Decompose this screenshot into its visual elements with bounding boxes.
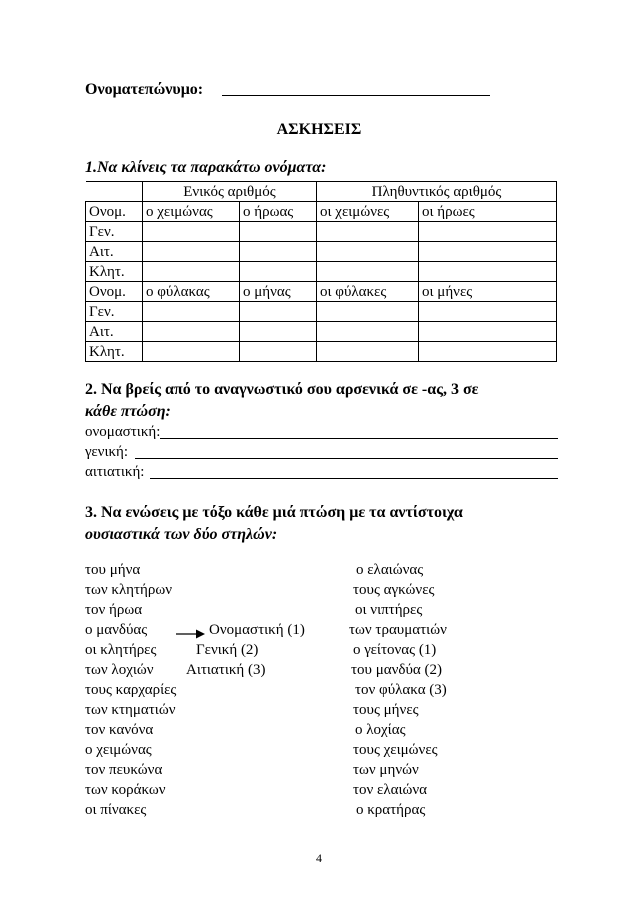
right-item[interactable]: ο γείτονας (1) [353,642,437,658]
table-row [86,222,557,242]
left-item[interactable]: των κλητήρων [85,582,172,598]
case-label: Κλητ. [86,342,143,362]
accusative-fill-line[interactable] [150,478,558,479]
left-item[interactable]: τον ήρωα [85,602,143,618]
table-row [86,282,557,302]
header-singular: Ενικός αριθμός [143,182,317,202]
right-item[interactable]: οι νιπτήρες [355,602,423,618]
answer-cell[interactable] [317,302,419,322]
name-fill-line[interactable] [222,95,490,96]
answer-cell[interactable] [240,302,317,322]
left-item[interactable]: ο χειμώνας [85,742,152,758]
left-item[interactable]: των λοχιών [85,662,154,678]
nominative-label: ονομαστική: [85,424,161,440]
left-item[interactable]: τον κανόνα [85,722,154,738]
case-label: Αιτ. [86,242,143,262]
left-item[interactable]: τους καρχαρίες [85,682,177,698]
case-label: Γεν. [86,222,143,242]
answer-cell[interactable] [419,342,557,362]
answer-cell[interactable] [240,222,317,242]
answer-cell[interactable] [317,342,419,362]
answer-cell[interactable] [419,242,557,262]
right-item[interactable]: τους αγκώνες [353,582,435,598]
left-item[interactable]: τον πευκώνα [85,762,163,778]
table-cell: οι ήρωες [419,202,557,222]
left-item[interactable]: του μήνα [85,562,141,578]
answer-cell[interactable] [143,222,240,242]
right-item[interactable]: τον ελαιώνα [353,782,428,798]
exercise2-heading-line1: 2. Να βρείς από το αναγνωστικό σου αρσενικά σε -ας, 3 σε [85,381,479,398]
table-cell: ο ήρωας [240,202,317,222]
answer-cell[interactable] [419,322,557,342]
genitive-fill-line[interactable] [135,458,558,459]
table-row [86,262,557,282]
left-item[interactable]: οι πίνακες [85,802,147,818]
exercise1-heading: 1.Να κλίνεις τα παρακάτω ονόματα: [85,159,327,176]
genitive-label: γενική: [85,444,129,460]
worksheet-title: ΑΣΚΗΣΕΙΣ [276,121,362,138]
accusative-label: αιτιατική: [85,464,145,480]
table-row [86,202,557,222]
table-header-row [86,182,557,202]
table-cell: οι χειμώνες [317,202,419,222]
right-item[interactable]: τους χειμώνες [353,742,438,758]
arrow-right-icon [176,628,206,640]
table-cell: οι φύλακες [317,282,419,302]
left-item[interactable]: ο μανδύας [85,622,148,638]
table-row [86,242,557,262]
name-label: Ονοματεπώνυμο: [85,81,204,98]
case-genitive[interactable]: Γενική (2) [196,642,259,658]
table-cell: οι μήνες [419,282,557,302]
answer-cell[interactable] [317,242,419,262]
right-item[interactable]: των μηνών [353,762,419,778]
answer-cell[interactable] [240,342,317,362]
table-cell: ο μήνας [240,282,317,302]
right-item[interactable]: ο ελαιώνας [356,562,424,578]
answer-cell[interactable] [419,222,557,242]
page-number: 4 [316,851,322,865]
right-item[interactable]: των τραυματιών [349,622,447,638]
case-nominative[interactable]: Ονομαστική (1) [209,622,305,638]
answer-cell[interactable] [240,242,317,262]
answer-cell[interactable] [143,242,240,262]
answer-cell[interactable] [317,262,419,282]
right-item[interactable]: ο κρατήρας [356,802,426,818]
left-item[interactable]: των κτηματιών [85,702,176,718]
answer-cell[interactable] [143,342,240,362]
case-accusative[interactable]: Αιτιατική (3) [186,662,266,678]
exercise3-heading-line2: ουσιαστικά των δύο στηλών: [85,526,278,543]
answer-cell[interactable] [143,302,240,322]
answer-cell[interactable] [143,322,240,342]
table-row [86,302,557,322]
left-item[interactable]: οι κλητήρες [85,642,157,658]
answer-cell[interactable] [317,222,419,242]
nominative-fill-line[interactable] [160,438,558,439]
table-row [86,322,557,342]
header-plural: Πληθυντικός αριθμός [317,182,557,202]
case-label: Αιτ. [86,322,143,342]
exercise3-heading-line1: 3. Να ενώσεις με τόξο κάθε μιά πτώση με τα αντίστοιχα [85,504,463,521]
exercise2-heading-line2: κάθε πτώση: [85,403,171,420]
table-cell: ο φύλακας [143,282,240,302]
case-label: Ονομ. [86,282,143,302]
answer-cell[interactable] [143,262,240,282]
declension-table [85,181,557,362]
case-label: Γεν. [86,302,143,322]
table-cell: ο χειμώνας [143,202,240,222]
right-item[interactable]: του μανδύα (2) [351,662,442,678]
answer-cell[interactable] [240,322,317,342]
table-row [86,342,557,362]
case-label: Ονομ. [86,202,143,222]
answer-cell[interactable] [419,262,557,282]
case-label: Κλητ. [86,262,143,282]
answer-cell[interactable] [317,322,419,342]
right-item[interactable]: ο λοχίας [355,722,406,738]
right-item[interactable]: τον φύλακα (3) [355,682,447,698]
left-item[interactable]: των κοράκων [85,782,166,798]
answer-cell[interactable] [240,262,317,282]
answer-cell[interactable] [419,302,557,322]
right-item[interactable]: τους μήνες [353,702,419,718]
